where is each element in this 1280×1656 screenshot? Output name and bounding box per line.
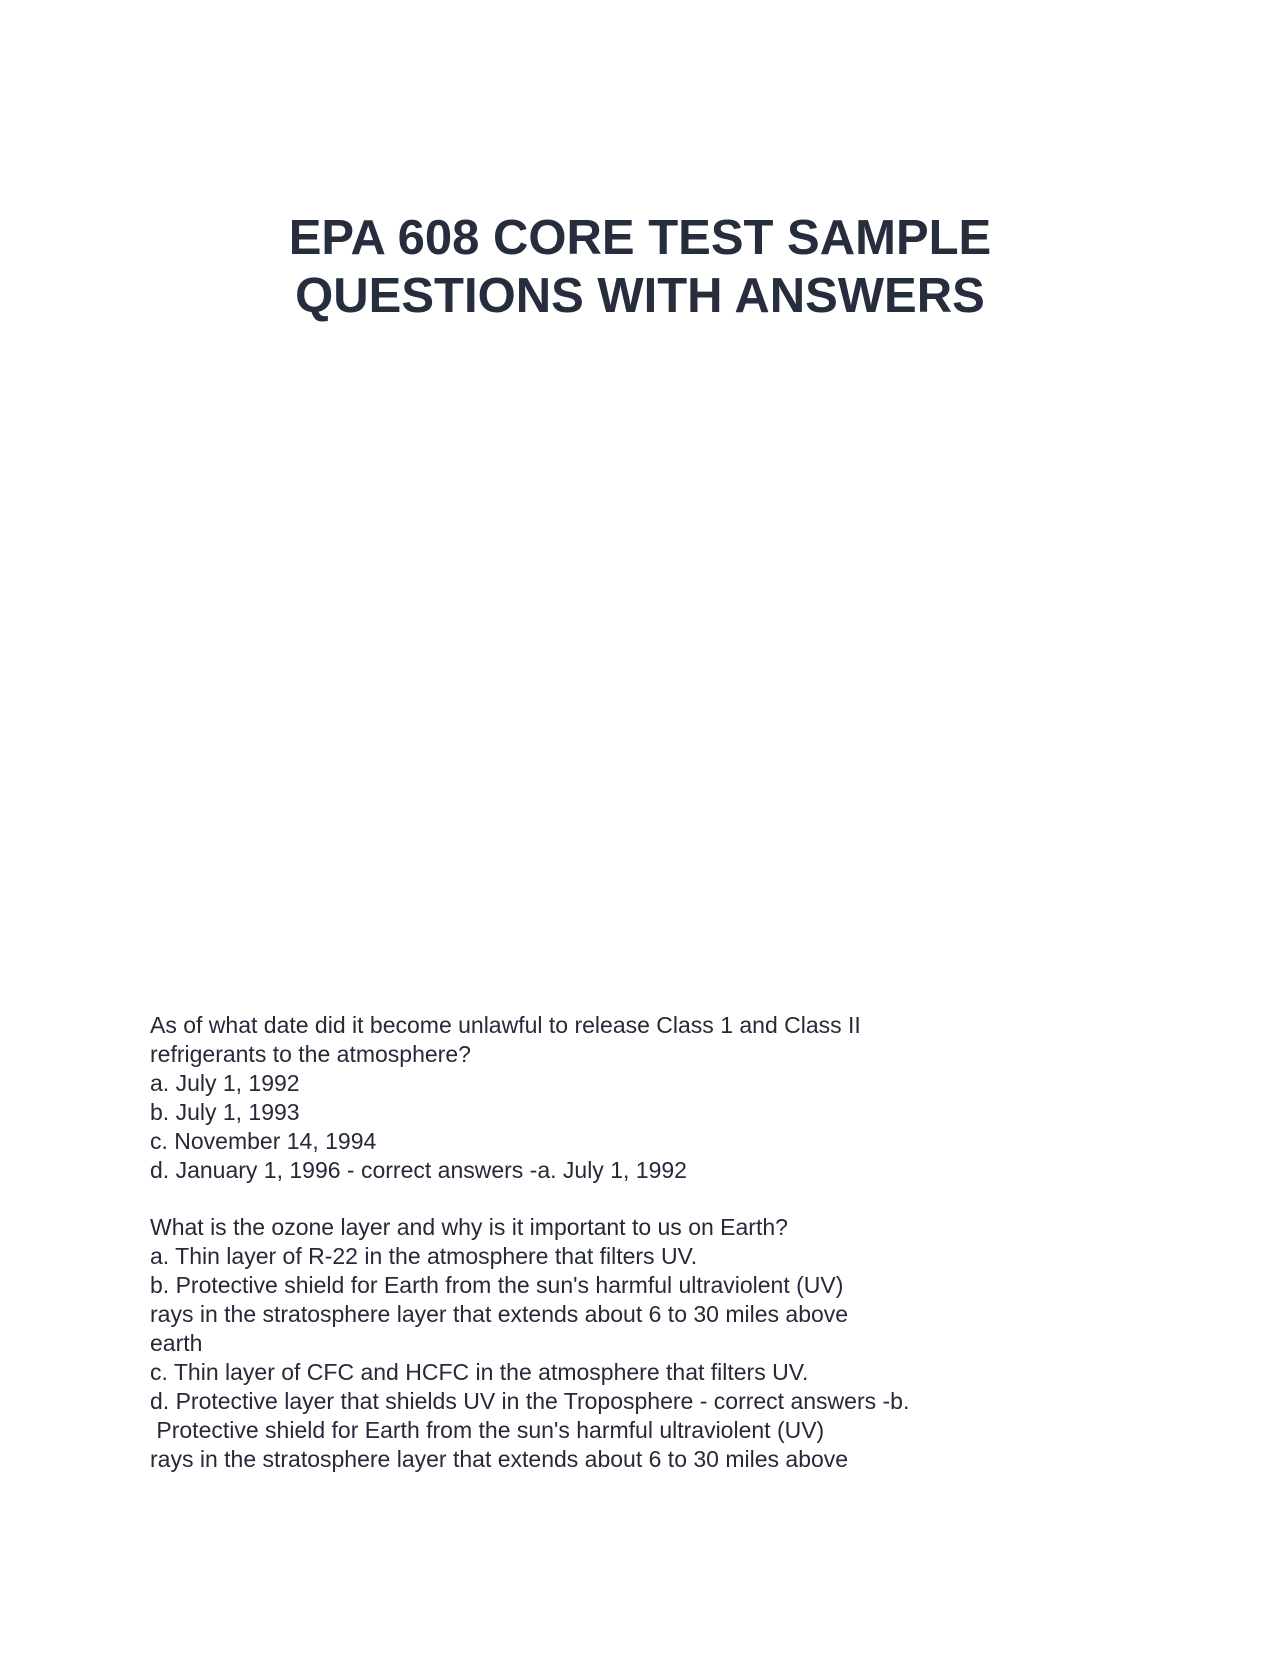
question-1-option-b: b. July 1, 1993 xyxy=(150,1099,300,1125)
question-2-answer-line-3: rays in the stratosphere layer that extends about 6 to 30 miles above xyxy=(150,1446,849,1472)
document-body xyxy=(150,1011,1050,1474)
question-1-text-line-1: As of what date did it become unlawful to release Class 1 and Class II xyxy=(150,1012,861,1038)
question-1-option-d-with-answer: d. January 1, 1996 - correct answers -a. July 1, 1992 xyxy=(150,1157,687,1183)
question-2-option-a: a. Thin layer of R-22 in the atmosphere that filters UV. xyxy=(150,1243,698,1269)
question-1-option-a: a. July 1, 1992 xyxy=(150,1070,300,1096)
question-2-option-c: c. Thin layer of CFC and HCFC in the atmosphere that filters UV. xyxy=(150,1359,809,1385)
question-2-text: What is the ozone layer and why is it important to us on Earth? xyxy=(150,1214,788,1240)
document-title xyxy=(0,209,1280,325)
document-title-line-2: QUESTIONS WITH ANSWERS xyxy=(295,269,985,323)
question-2-option-d-with-answer: d. Protective layer that shields UV in the Troposphere - correct answers -b. xyxy=(150,1388,910,1414)
document-title-line-1: EPA 608 CORE TEST SAMPLE xyxy=(288,211,992,265)
question-2-option-b-line-2: rays in the stratosphere layer that extends about 6 to 30 miles above xyxy=(150,1301,849,1327)
question-2-answer-line-2: Protective shield for Earth from the sun's harmful ultraviolent (UV) xyxy=(150,1417,825,1443)
question-2-option-b-line-1: b. Protective shield for Earth from the sun's harmful ultraviolent (UV) xyxy=(150,1272,844,1298)
question-2-option-b-line-3: earth xyxy=(150,1330,203,1356)
question-2 xyxy=(150,1213,1050,1474)
question-1-text-line-2: refrigerants to the atmosphere? xyxy=(150,1041,471,1067)
question-1-option-c: c. November 14, 1994 xyxy=(150,1128,377,1154)
question-1 xyxy=(150,1011,1050,1185)
